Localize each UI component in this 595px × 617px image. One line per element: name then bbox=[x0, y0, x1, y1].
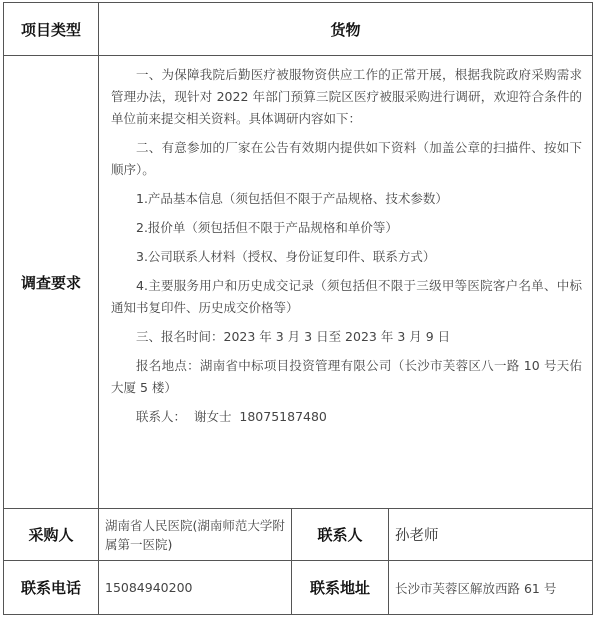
contact-person-label: 联系人 bbox=[292, 509, 389, 561]
purchaser-value: 湖南省人民医院(湖南师范大学附属第一医院) bbox=[99, 509, 292, 561]
survey-paragraph: 1.产品基本信息（须包括但不限于产品规格、技术参数） bbox=[136, 191, 448, 206]
survey-paragraph: 2.报价单（须包括但不限于产品规格和单价等） bbox=[136, 220, 398, 235]
address-value: 长沙市芙蓉区解放西路 61 号 bbox=[389, 561, 593, 615]
survey-paragraph: 4.主要服务用户和历史成交记录（须包括但不限于三级甲等医院客户名单、中标通知书复印件、历史成交价格等） bbox=[111, 278, 583, 315]
survey-requirements-content bbox=[99, 56, 593, 509]
phone-label: 联系电话 bbox=[4, 561, 99, 615]
survey-requirements-label: 调查要求 bbox=[4, 56, 99, 509]
survey-paragraph: 联系人： 谢女士 18075187480 bbox=[136, 409, 327, 424]
survey-paragraph: 3.公司联系人材料（授权、身份证复印件、联系方式） bbox=[136, 249, 436, 264]
contact-person-value: 孙老师 bbox=[389, 509, 593, 561]
project-type-label: 项目类型 bbox=[4, 3, 99, 56]
survey-paragraph: 二、有意参加的厂家在公告有效期内提供如下资料（加盖公章的扫描件、按如下顺序）。 bbox=[111, 140, 583, 177]
project-type-value: 货物 bbox=[99, 3, 593, 56]
address-label: 联系地址 bbox=[292, 561, 389, 615]
purchaser-label: 采购人 bbox=[4, 509, 99, 561]
procurement-notice-table bbox=[3, 2, 593, 615]
survey-paragraph: 三、报名时间：2023 年 3 月 3 日至 2023 年 3 月 9 日 bbox=[136, 329, 451, 344]
phone-value: 15084940200 bbox=[99, 561, 292, 615]
survey-paragraph: 报名地点：湖南省中标项目投资管理有限公司（长沙市芙蓉区八一路 10 号天佑大厦 5 楼） bbox=[111, 358, 583, 395]
survey-paragraph: 一、为保障我院后勤医疗被服物资供应工作的正常开展，根据我院政府采购需求管理办法，现针对 2022 年部门预算三院区医疗被服采购进行调研，欢迎符合条件的单位前来提交相关资料。具体调研内容如下： bbox=[111, 67, 583, 126]
